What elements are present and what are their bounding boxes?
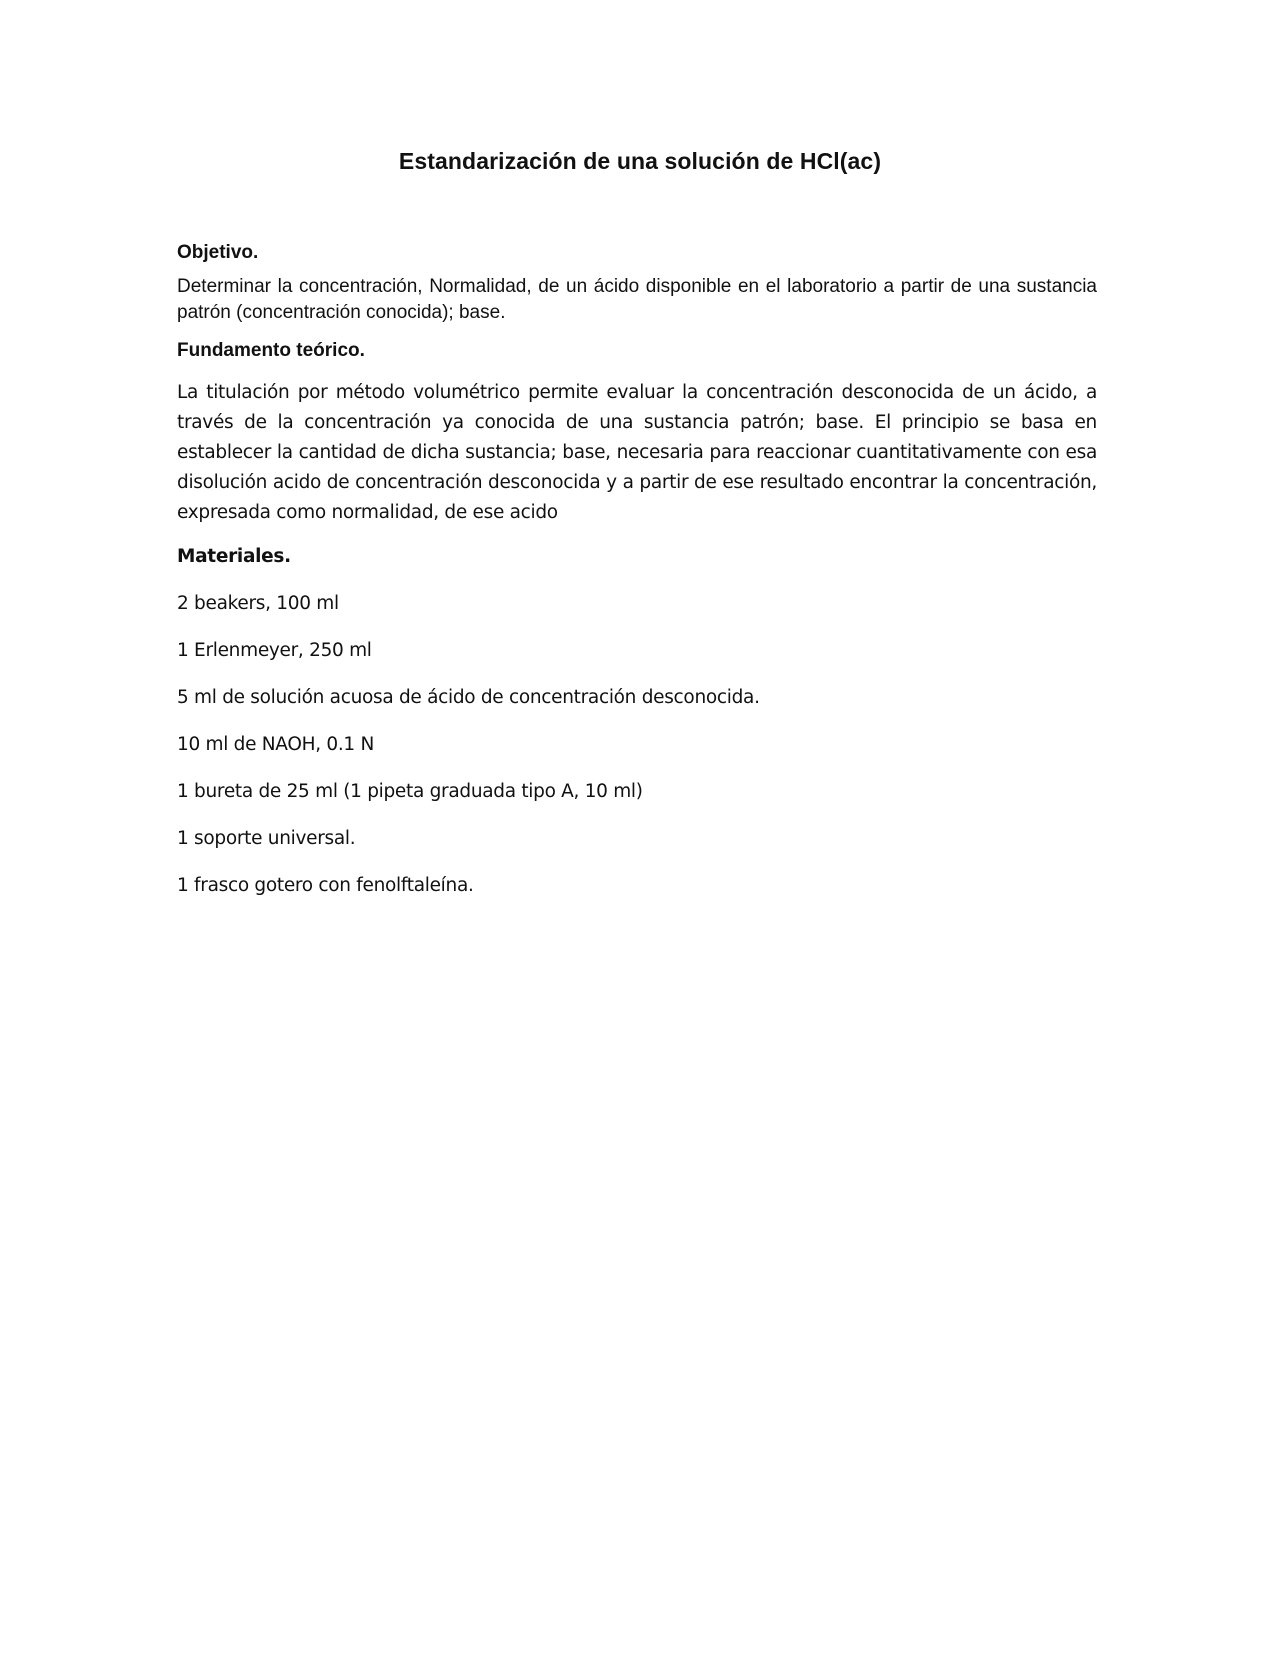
document-title: Estandarización de una solución de HCl(ac) [398,148,882,174]
materiales-list [177,589,1097,901]
objetivo-heading: Objetivo. [177,242,259,263]
materiales-item: 2 beakers, 100 ml [177,593,339,614]
materiales-item: 10 ml de NAOH, 0.1 N [177,734,375,755]
materiales-heading: Materiales. [177,546,291,567]
materiales-item: 1 frasco gotero con fenolftaleína. [177,875,474,896]
fundamento-section [177,338,1097,528]
fundamento-heading: Fundamento teórico. [177,340,365,361]
document-content [177,240,1097,901]
materiales-item: 1 soporte universal. [177,828,356,849]
materiales-item: 1 bureta de 25 ml (1 pipeta graduada tipo A, 10 ml) [177,781,643,802]
materiales-section [177,542,1097,901]
materiales-item: 5 ml de solución acuosa de ácido de concentración desconocida. [177,687,760,708]
objetivo-text: Determinar la concentración, Normalidad, de un ácido disponible en el laboratorio a partir de una sustancia patrón (concentración conocida); base. [177,276,1097,323]
objetivo-section [177,240,1097,326]
fundamento-text: La titulación por método volumétrico permite evaluar la concentración desconocida de un ácido, a través de la concentración ya conocida de una sustancia patrón; base. El principio se basa en establecer la cantidad de dicha sustancia; base, necesaria para reaccionar cuantitativamente con esa disolución acido de concentración desconocida y a partir de ese resultado encontrar la concentración, expresada como normalidad, de ese acido [177,382,1097,523]
materiales-item: 1 Erlenmeyer, 250 ml [177,640,372,661]
